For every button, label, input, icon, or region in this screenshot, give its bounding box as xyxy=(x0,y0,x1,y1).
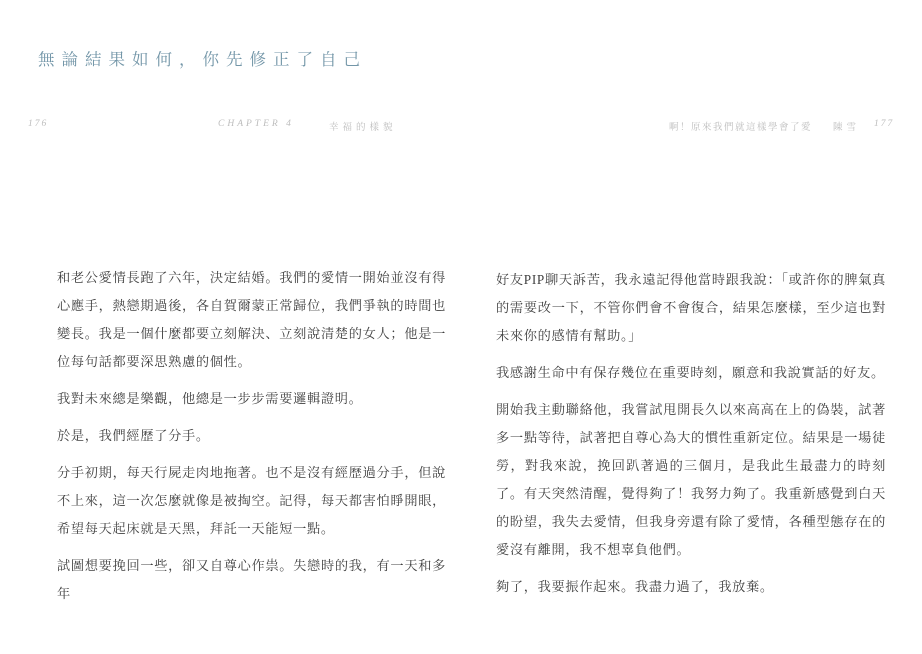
right-page-number: 177 xyxy=(874,119,895,129)
chapter-title: 幸福的樣貌 xyxy=(329,123,397,133)
left-paragraph-5: 試圖想要挽回一些，卻又自尊心作祟。失戀時的我，有一天和多年 xyxy=(57,558,446,601)
right-paragraph-3: 開始我主動聯絡他，我嘗試甩開長久以來高高在上的偽裝，試著多一點等待，試著把自尊心為大的慣性重新定位。結果是一場徒勞，對我來說，挽回趴著過的三個月，是我此生最盡力的時刻了。有天突然清醒，覺得夠了！我努力夠了。我重新感覺到白天的盼望，我失去愛情，但我身旁還有除了愛情，各種型態存在的愛沒有離開，我不想辜負他們。 xyxy=(496,402,886,557)
left-page-text-column xyxy=(57,264,446,617)
left-page-number: 176 xyxy=(28,119,49,129)
right-paragraph-2: 我感謝生命中有保存幾位在重要時刻，願意和我說實話的好友。 xyxy=(496,365,885,380)
running-head-book-title: 啊！原來我們就這樣學會了愛 xyxy=(669,123,813,133)
running-head-author: 陳雪 xyxy=(833,123,861,133)
chapter-label: CHAPTER 4 xyxy=(218,119,294,129)
left-paragraph-3: 於是，我們經歷了分手。 xyxy=(57,428,210,443)
right-page-text-column xyxy=(496,266,886,610)
left-paragraph-4: 分手初期，每天行屍走肉地拖著。也不是沒有經歷過分手，但說不上來，這一次怎麼就像是被掏空。記得，每天都害怕睜開眼，希望每天起床就是天黑，拜託一天能短一點。 xyxy=(57,465,446,536)
left-paragraph-1: 和老公愛情長跑了六年，決定結婚。我們的愛情一開始並沒有得心應手，熱戀期過後，各自賀爾蒙正常歸位，我們爭執的時間也變長。我是一個什麼都要立刻解決、立刻說清楚的女人；他是一位每句話都要深思熟慮的個性。 xyxy=(57,270,446,369)
right-paragraph-4: 夠了，我要振作起來。我盡力過了，我放棄。 xyxy=(496,579,774,594)
left-paragraph-2: 我對未來總是樂觀，他總是一步步需要邏輯證明。 xyxy=(57,391,363,406)
right-paragraph-1: 好友PIP聊天訴苦，我永遠記得他當時跟我說：「或許你的脾氣真的需要改一下，不管你們會不會復合，結果怎麼樣，至少這也對未來你的感情有幫助。」 xyxy=(496,272,886,343)
essay-title: 無論結果如何，你先修正了自己 xyxy=(38,50,367,69)
